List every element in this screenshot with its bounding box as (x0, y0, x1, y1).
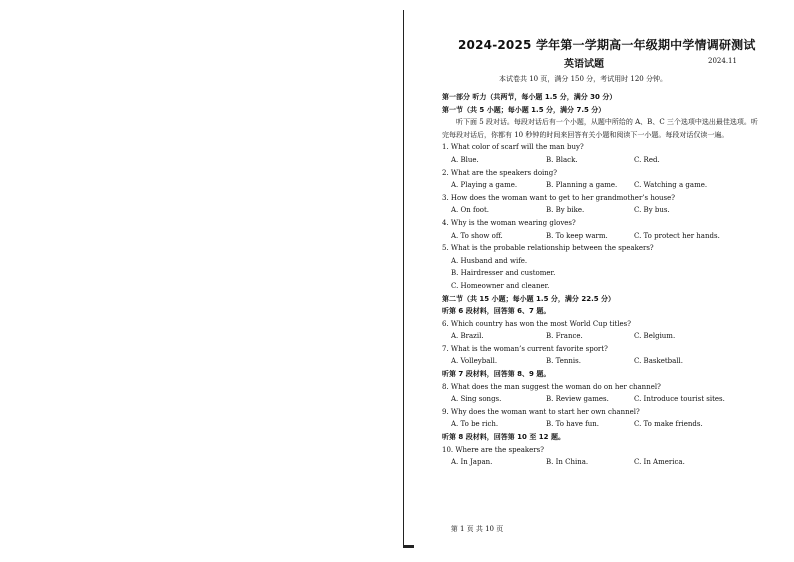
option-a: A. Volleyball. (451, 357, 498, 366)
option-c: C. To protect her hands. (634, 231, 720, 240)
option-a: A. In Japan. (451, 458, 493, 467)
option-b: B. France. (546, 332, 583, 341)
question-9: 9. Why does the woman want to start her own channel? (442, 407, 640, 416)
question-4: 4. Why is the woman wearing gloves? (442, 218, 576, 227)
option-a: A. Brazil. (451, 332, 484, 341)
option-b: B. Tennis. (546, 357, 581, 366)
option-b: B. Hairdresser and customer. (451, 269, 556, 278)
option-c: C. In America. (634, 458, 685, 467)
option-a: A. Sing songs. (451, 395, 502, 404)
question-7-options (442, 355, 762, 368)
option-a: A. On foot. (451, 206, 490, 215)
option-c: C. Red. (634, 155, 660, 164)
material-7-heading: 听第 7 段材料，回答第 8、9 题。 (442, 370, 551, 379)
question-3: 3. How does the woman want to get to her grandmother’s house? (442, 193, 676, 202)
question-3-options (442, 204, 762, 217)
question-8: 8. What does the man suggest the woman do on her channel? (442, 382, 661, 391)
scan-corner-mark (404, 545, 414, 548)
section1-heading: 第一节（共 5 小题；每小题 1.5 分，满分 7.5 分） (442, 105, 606, 114)
section2-heading: 第二节（共 15 小题；每小题 1.5 分，满分 22.5 分） (442, 294, 616, 303)
subtitle-row (442, 55, 762, 73)
question-10-options (442, 456, 762, 469)
question-9-options (442, 418, 762, 431)
material-6-heading: 听第 6 段材料，回答第 6、7 题。 (442, 307, 551, 316)
option-c: C. Belgium. (634, 332, 676, 341)
exam-note: 本试卷共 10 页，满分 150 分，考试用时 120 分钟。 (499, 75, 667, 83)
question-4-options (442, 230, 762, 243)
exam-subtitle: 英语试题 (564, 59, 604, 70)
option-a: A. Blue. (451, 155, 479, 164)
question-1-options (442, 154, 762, 167)
exam-date: 2024.11 (708, 57, 737, 65)
page-footer: 第 1 页 共 10 页 (450, 525, 504, 533)
option-c: C. Watching a game. (634, 181, 708, 190)
question-6-options (442, 330, 762, 343)
question-10: 10. Where are the speakers? (442, 445, 544, 454)
question-6: 6. Which country has won the most World Cup titles? (442, 319, 631, 328)
exam-content (442, 35, 762, 469)
option-a: A. Husband and wife. (451, 256, 528, 265)
question-5: 5. What is the probable relationship between the speakers? (442, 244, 654, 253)
option-b: B. Planning a game. (546, 181, 618, 190)
exam-title: 2024-2025 学年第一学期高一年级期中学情调研测试 (458, 38, 756, 52)
option-b: B. Review games. (546, 395, 609, 404)
option-c: C. By bus. (634, 206, 670, 215)
material-8-heading: 听第 8 段材料，回答第 10 至 12 题。 (442, 433, 565, 442)
option-c: C. Basketball. (634, 357, 684, 366)
option-a: A. To be rich. (451, 420, 499, 429)
question-8-options (442, 393, 762, 406)
option-b: B. In China. (546, 458, 589, 467)
option-a: A. Playing a game. (451, 181, 518, 190)
scan-border-line (403, 10, 404, 548)
option-b: B. By bike. (546, 206, 585, 215)
question-2-options (442, 179, 762, 192)
option-c: C. Introduce tourist sites. (634, 395, 725, 404)
question-1: 1. What color of scarf will the man buy? (442, 143, 584, 152)
option-a: A. To show off. (451, 231, 503, 240)
question-2: 2. What are the speakers doing? (442, 168, 558, 177)
option-c: C. Homeowner and cleaner. (451, 281, 550, 290)
section1-instructions: 听下面 5 段对话。每段对话后有一个小题，从题中所给的 A、B、C 三个选项中选出最佳选项。听完每段对话后，你都有 10 秒钟的时间来回答有关小题和阅读下一小题。每段对话仅读一遍。 (442, 118, 758, 139)
question-7: 7. What is the woman’s current favorite sport? (442, 344, 608, 353)
option-c: C. To make friends. (634, 420, 703, 429)
option-b: B. To keep warm. (546, 231, 608, 240)
option-b: B. Black. (546, 155, 578, 164)
part1-heading: 第一部分 听力（共两节，每小题 1.5 分，满分 30 分） (442, 93, 617, 101)
option-b: B. To have fun. (546, 420, 599, 429)
